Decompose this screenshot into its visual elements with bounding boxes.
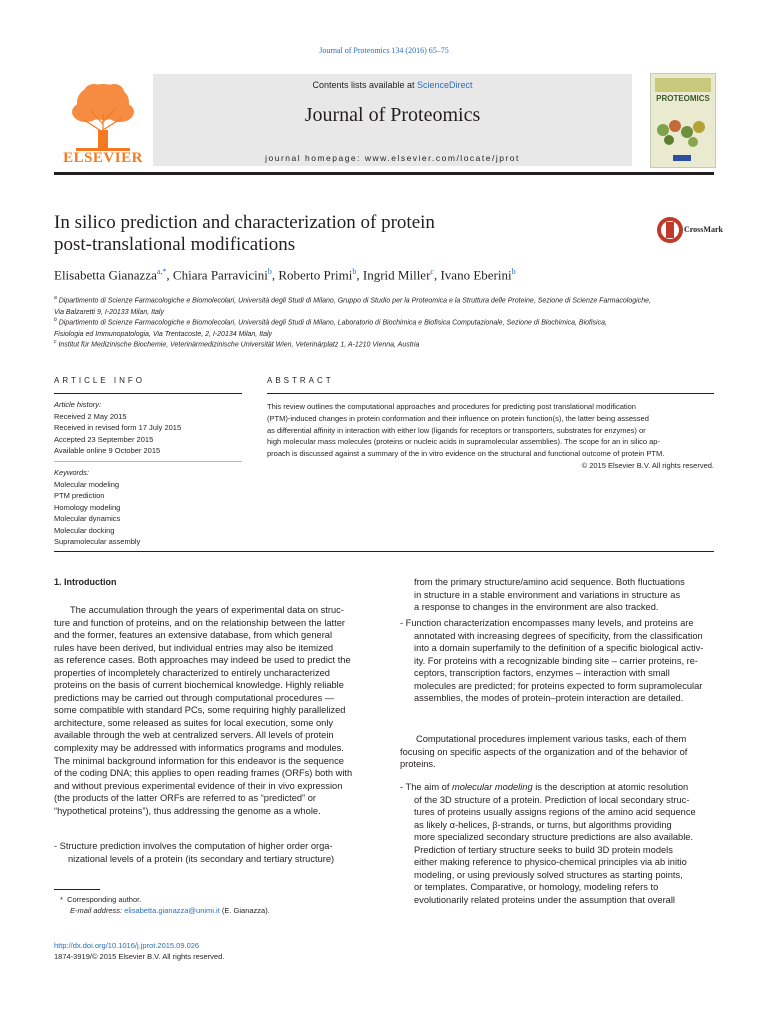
- author-separator: ,: [433, 267, 441, 283]
- author-affiliation-marker[interactable]: b: [267, 267, 272, 276]
- author-name[interactable]: Ivano Eberini: [440, 267, 512, 283]
- issn-copyright: 1874-3919/© 2015 Elsevier B.V. All rights reserved.: [54, 952, 225, 961]
- author-separator: ,: [166, 267, 173, 283]
- keyword: PTM prediction: [54, 491, 105, 500]
- article-info-rule: [54, 393, 242, 394]
- title-line-1: In silico prediction and characterization of protein: [54, 212, 435, 233]
- keywords-label: Keywords:: [54, 468, 90, 477]
- text-line: complexity may be addressed with informatics programs and modules.: [54, 743, 344, 754]
- text-line: properties of incompletely characterized to entirely uncharacterized: [54, 667, 330, 678]
- text-line: proteins.: [400, 759, 436, 770]
- affiliation-marker: c: [54, 339, 57, 345]
- title-line-2: post-translational modifications: [54, 234, 296, 255]
- abstract-line: as differential affinity in interaction with either low (ligands for receptors or transporters, substrates for enzymes) or: [267, 425, 646, 435]
- text-line: assemblies, the modes of protein–protein interaction are detailed.: [414, 693, 684, 704]
- affiliation-text: Via Balzaretti 9, I-20133 Milan, Italy: [54, 309, 164, 317]
- footnote-text: Corresponding author.: [67, 895, 142, 904]
- footnote-marker: *: [60, 895, 63, 904]
- history-item: Received 2 May 2015: [54, 411, 127, 421]
- footnote-rule: [54, 889, 100, 890]
- article-info-heading: ARTICLE INFO: [54, 376, 145, 385]
- keyword: Molecular docking: [54, 525, 115, 535]
- history-item: Available online 9 October 2015: [54, 446, 161, 455]
- text-line: ity. For proteins with a recognizable binding site – carrier proteins, re-: [414, 655, 699, 666]
- text-line: [400, 781, 725, 794]
- contents-prefix: Contents lists available at: [312, 80, 418, 90]
- email-link[interactable]: elisabetta.gianazza@unimi.it: [124, 906, 220, 915]
- text-line: from the primary structure/amino acid sequence. Both fluctuations: [414, 577, 685, 587]
- text-line: proteins on the basis of current biochemical knowledge. Highly reliable: [54, 680, 344, 691]
- text-line: as reference cases. Both approaches may indeed be used to predict the: [54, 655, 351, 666]
- text-line: a response to changes in the environment are also tracked.: [414, 602, 659, 613]
- history-item: Received in revised form 17 July 2015: [54, 423, 182, 432]
- author-separator: ,: [271, 267, 279, 283]
- text-line: ceptors, transcription factors, enzymes – interaction with small: [414, 668, 670, 679]
- journal-reference[interactable]: Journal of Proteomics 134 (2016) 65–75: [319, 46, 449, 55]
- homepage-prefix: journal homepage:: [265, 153, 365, 163]
- homepage-link[interactable]: www.elsevier.com/locate/jprot: [364, 153, 520, 163]
- text-line: some compatible with standard PCs, some requiring highly parallelized: [54, 705, 346, 716]
- affiliation-c: [54, 336, 714, 351]
- text-line: architecture, some released as suites for local execution, some only: [54, 717, 334, 728]
- journal-homepage: [153, 153, 632, 163]
- article-history: [54, 399, 242, 457]
- page-footer: [54, 940, 379, 962]
- author-name[interactable]: Chiara Parravicini: [172, 267, 268, 283]
- author-affiliation-marker[interactable]: a,*: [156, 267, 167, 276]
- text-span: is the description at atomic resolution: [532, 782, 689, 792]
- cover-artwork: [655, 112, 711, 148]
- author-list: [54, 267, 694, 283]
- text-line: Computational procedures implement various tasks, each of them: [416, 734, 687, 744]
- keywords: [54, 467, 242, 548]
- corresponding-author-note: [60, 894, 380, 916]
- bullet-structure-prediction: [54, 840, 379, 865]
- abstract-bottom-rule: [54, 551, 714, 552]
- text-span: - The aim of: [400, 782, 453, 792]
- text-line: (the products of the latter ORFs are referred to as “predicted” or: [54, 793, 316, 804]
- bullet-structure-continued: [400, 576, 725, 614]
- text-line: of the 3D structure of a protein. Prediction of local secondary struc-: [414, 794, 690, 805]
- text-line: rules have been derived, but individual entries may also be itemized: [54, 642, 334, 653]
- keyword: Molecular dynamics: [54, 514, 121, 523]
- bullet-molecular-modeling: [400, 781, 725, 906]
- cover-logo: [673, 155, 691, 161]
- section-heading-introduction: 1. Introduction: [54, 577, 117, 587]
- contents-line: [153, 80, 632, 90]
- affiliation-text: Dipartimento di Scienze Farmacologiche e Biomolecolari, Università degli Studi di Milano, Laboratorio di Biochimica e Biofisica Computazionale, Sezione di Biochimica, Biofisica,: [58, 319, 607, 327]
- author-affiliation-marker[interactable]: b: [352, 267, 357, 276]
- text-line: “hypothetical proteins”), thus addressing the genome as a whole.: [54, 805, 321, 816]
- cover-band: [655, 78, 711, 92]
- keyword: Molecular modeling: [54, 479, 120, 489]
- text-line: as likely α-helices, β-strands, or turns, but algorithms providing: [414, 819, 672, 830]
- author-name[interactable]: Elisabetta Gianazza: [54, 267, 157, 283]
- keyword: Supramolecular assembly: [54, 537, 141, 546]
- affiliation-marker: b: [54, 317, 57, 323]
- text-line: and the former, features an extensive database, from which general: [54, 630, 333, 641]
- computational-procedures-paragraph: [400, 733, 725, 771]
- text-line: predictions may be carried out through computational procedures —: [54, 692, 335, 703]
- crossmark-label: CrossMark: [684, 225, 723, 234]
- text-line: evolutionarily related proteins under the assumption that overall: [414, 894, 675, 905]
- abstract-line: high molecular mass molecules (proteins or nucleic acids in supramolecular assemblies). The scope for an in silico ap-: [267, 437, 660, 447]
- intro-paragraph: [54, 604, 379, 817]
- affiliation-text: Fisiologia ed Immunopatologia, Via Trentacoste, 2, I-20134 Milan, Italy: [54, 331, 273, 339]
- text-line: available through the web at centralized servers. All levels of protein: [54, 730, 334, 741]
- history-label: Article history:: [54, 400, 102, 409]
- text-line: or templates. Comparative, or homology, modeling refers to: [414, 882, 659, 893]
- bullet-function-characterization: [400, 617, 725, 705]
- author-name[interactable]: Roberto Primi: [278, 267, 353, 283]
- abstract-heading: ABSTRACT: [267, 376, 334, 385]
- text-line: focusing on specific aspects of the organization and of the behavior of: [400, 746, 688, 757]
- abstract-line: (PTM)-induced changes in protein conformation and their influence on protein function(s), the latter being assessed: [267, 413, 649, 423]
- text-line: into a domain superfamily to the definition of a specific biological activ-: [414, 643, 704, 654]
- emphasis-term: molecular modeling: [452, 782, 533, 792]
- abstract-body: [267, 401, 714, 472]
- text-line: of the coding DNA; this applies to open reading frames (ORFs) both with: [54, 768, 353, 779]
- crossmark-badge[interactable]: [656, 214, 726, 246]
- author-affiliation-marker[interactable]: c: [430, 267, 434, 276]
- email-suffix: (E. Gianazza).: [219, 906, 270, 915]
- author-separator: ,: [356, 267, 363, 283]
- author-name[interactable]: Ingrid Miller: [362, 267, 431, 283]
- keyword: Homology modeling: [54, 502, 121, 512]
- text-line: - Structure prediction involves the computation of higher order orga-: [54, 841, 333, 851]
- text-line: tures of proteins usually assigns regions of the amino acid sequence: [414, 807, 696, 818]
- text-line: and without previous experimental evidence of their in vivo expression: [54, 780, 343, 791]
- info-separator: [54, 461, 242, 462]
- abstract-line: proach is discussed against a summary of the in vitro evidence on the structural and functional outcome of protein PTM.: [267, 449, 665, 459]
- text-line: Prediction of tertiary structure seeks to build 3D protein models: [414, 844, 673, 855]
- text-line: - Function characterization encompasses many levels, and proteins are: [400, 618, 694, 628]
- text-line: in structure in a stable environment and variations in structure as: [414, 589, 681, 600]
- header-rule: [54, 172, 714, 175]
- text-line: modeling, or using previously solved structures as starting points,: [414, 869, 683, 880]
- author-affiliation-marker[interactable]: b: [511, 267, 516, 276]
- affiliation-marker: a: [54, 295, 57, 301]
- abstract-line: This review outlines the computational approaches and procedures for predicting post translational modification: [267, 402, 636, 411]
- text-line: either making reference to physico-chemical principles via ab initio: [414, 857, 687, 868]
- email-label: E-mail address:: [70, 906, 123, 915]
- history-item: Accepted 23 September 2015: [54, 434, 154, 444]
- text-line: The minimal background information for this endeavor is the sequence: [54, 755, 344, 766]
- crossmark-icon: [656, 214, 684, 246]
- text-line: more specialized secondary structure predictions are also available.: [414, 832, 694, 843]
- doi-link[interactable]: http://dx.doi.org/10.1016/j.jprot.2015.09.026: [54, 941, 200, 950]
- sciencedirect-link[interactable]: ScienceDirect: [417, 80, 473, 90]
- text-line: annotated with increasing degrees of specificity, from the classification: [414, 630, 703, 641]
- text-line: The accumulation through the years of experimental data on struc-: [70, 605, 344, 615]
- abstract-copyright: © 2015 Elsevier B.V. All rights reserved.: [581, 460, 714, 470]
- journal-title: Journal of Proteomics: [304, 104, 481, 126]
- text-line: molecules are predicted; for proteins expected to form supramolecular: [414, 680, 703, 691]
- affiliation-text: Dipartimento di Scienze Farmacologiche e Biomolecolari, Università degli Studi di Milano, Gruppo di Studio per la Proteomica e la Struttura delle Proteine, Sezione di Scienze Farmacologiche,: [58, 297, 651, 305]
- affiliation-text: Institut für Medizinische Biochemie, Veterinärmedizinische Universität Wien, Veterinärplatz 1, A-1210 Vienna, Austria: [58, 341, 420, 349]
- paper-title: [54, 212, 614, 256]
- abstract-rule: [267, 393, 714, 394]
- publisher-name: ELSEVIER: [63, 150, 143, 166]
- journal-cover-image[interactable]: [650, 73, 716, 168]
- text-line: ture and function of proteins, and on the relationship between the latter: [54, 617, 345, 628]
- text-line: nizational levels of a protein (its secondary and tertiary structure): [68, 853, 335, 864]
- cover-title: PROTEOMICS: [656, 94, 710, 103]
